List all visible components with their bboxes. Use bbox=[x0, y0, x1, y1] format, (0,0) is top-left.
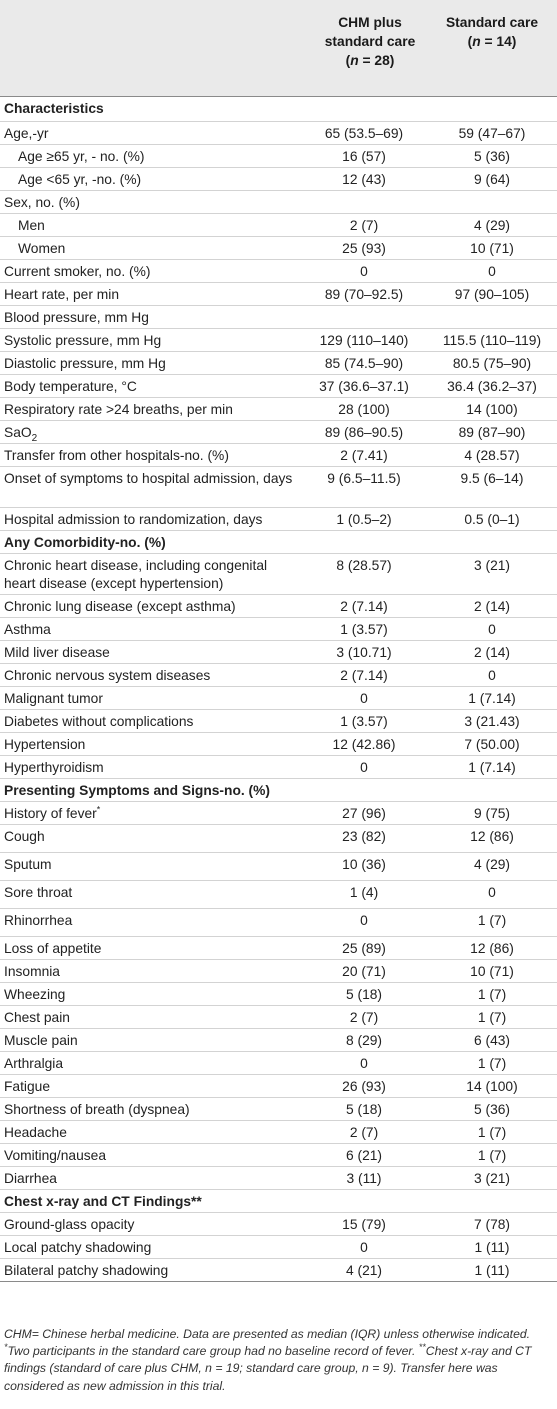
cell-chm-plus-standard: 20 (71) bbox=[342, 964, 386, 979]
cell-standard-care: 0 bbox=[488, 264, 496, 279]
row-label bbox=[18, 148, 300, 166]
table-row bbox=[0, 1006, 557, 1029]
row-label-text: Chronic lung disease (except asthma) bbox=[4, 599, 236, 614]
row-label-text: Chest pain bbox=[4, 1010, 70, 1025]
cell-chm-plus-standard: 2 (7.14) bbox=[340, 668, 388, 683]
cell-chm-plus-standard: 1 (3.57) bbox=[340, 622, 388, 637]
cell-standard-care: 1 (7) bbox=[477, 1056, 507, 1071]
cell-chm-plus-standard: 25 (93) bbox=[342, 241, 386, 256]
cell-standard-care: 1 (7) bbox=[477, 1148, 507, 1163]
table-row bbox=[0, 283, 557, 306]
cell-chm-plus-standard: 85 (74.5–90) bbox=[324, 356, 404, 371]
row-label-text: Diastolic pressure, mm Hg bbox=[4, 356, 166, 371]
footnote-part3: Chest x-ray and CT findings (standard of care plus CHM, n = 19; standard care group, n = 9). Transfer here was considered as new admission in this trial. bbox=[4, 1344, 532, 1393]
table-row bbox=[0, 1144, 557, 1167]
section-header-row bbox=[0, 97, 557, 122]
row-label bbox=[4, 1078, 300, 1096]
row-label bbox=[4, 598, 300, 616]
cell-chm-plus-standard: 8 (28.57) bbox=[336, 558, 392, 573]
cell-standard-care: 97 (90–105) bbox=[454, 287, 530, 302]
cell-chm-plus-standard: 3 (10.71) bbox=[336, 645, 392, 660]
cell-chm-plus-standard: 25 (89) bbox=[342, 941, 386, 956]
row-label-text: Age,-yr bbox=[4, 126, 49, 141]
table-row bbox=[0, 375, 557, 398]
cell-chm-plus-standard: 89 (86–90.5) bbox=[324, 425, 404, 440]
table-body bbox=[0, 97, 557, 1282]
cell-standard-care: 5 (36) bbox=[473, 1102, 511, 1117]
cell-standard-care: 0 bbox=[488, 885, 496, 900]
row-label bbox=[18, 171, 300, 189]
cell-chm-plus-standard: 9 (6.5–11.5) bbox=[327, 471, 401, 486]
cell-chm-plus-standard: 27 (96) bbox=[342, 806, 386, 821]
row-label-text: Men bbox=[18, 218, 45, 233]
row-label bbox=[4, 1009, 300, 1027]
row-label bbox=[18, 217, 300, 235]
cell-chm-plus-standard: 0 bbox=[360, 913, 368, 928]
row-label bbox=[4, 856, 300, 874]
row-label bbox=[4, 1032, 300, 1050]
cell-standard-care: 4 (29) bbox=[473, 857, 511, 872]
cell-standard-care: 14 (100) bbox=[466, 402, 518, 417]
table-row bbox=[0, 554, 557, 595]
section-header-row bbox=[0, 779, 557, 802]
row-label-text: Headache bbox=[4, 1125, 67, 1140]
table-row bbox=[0, 508, 557, 531]
col1-line1: CHM plus bbox=[338, 15, 402, 30]
row-label-text: Chronic nervous system diseases bbox=[4, 668, 211, 683]
cell-standard-care: 7 (50.00) bbox=[464, 737, 520, 752]
row-label-text: Rhinorrhea bbox=[4, 913, 73, 928]
row-label-text: Hypertension bbox=[4, 737, 86, 752]
row-label-text: Chronic heart disease, including congenital heart disease (except hypertension) bbox=[4, 558, 268, 591]
cell-standard-care: 6 (43) bbox=[473, 1033, 511, 1048]
row-label-superscript: * bbox=[96, 804, 101, 815]
table-row bbox=[0, 909, 557, 937]
row-label bbox=[4, 286, 300, 304]
footnote-part1: CHM= Chinese herbal medicine. Data are presented as median (IQR) unless otherwise indicated. bbox=[4, 1327, 531, 1341]
table-row bbox=[0, 1075, 557, 1098]
cell-chm-plus-standard: 12 (43) bbox=[342, 172, 386, 187]
cell-chm-plus-standard: 2 (7) bbox=[349, 218, 379, 233]
row-label bbox=[4, 782, 300, 800]
cell-chm-plus-standard: 4 (21) bbox=[345, 1263, 383, 1278]
cell-chm-plus-standard: 2 (7) bbox=[349, 1125, 379, 1140]
section-header-row bbox=[0, 1190, 557, 1213]
table-row bbox=[0, 467, 557, 508]
footnote-mark1: * bbox=[4, 1342, 8, 1353]
row-label bbox=[4, 263, 300, 281]
row-label bbox=[4, 621, 300, 639]
table-row bbox=[0, 937, 557, 960]
table-row bbox=[0, 1259, 557, 1282]
cell-standard-care: 80.5 (75–90) bbox=[452, 356, 532, 371]
cell-chm-plus-standard: 2 (7.41) bbox=[340, 448, 388, 463]
table-row bbox=[0, 825, 557, 853]
row-label bbox=[4, 447, 300, 465]
col1-n-pre: ( bbox=[345, 53, 351, 68]
table-header bbox=[0, 0, 557, 97]
row-label bbox=[4, 713, 300, 731]
cell-standard-care: 0 bbox=[488, 668, 496, 683]
row-label-text: Malignant tumor bbox=[4, 691, 103, 706]
table-row bbox=[0, 444, 557, 467]
table-row bbox=[0, 1098, 557, 1121]
cell-chm-plus-standard: 0 bbox=[360, 760, 368, 775]
cell-chm-plus-standard: 2 (7) bbox=[349, 1010, 379, 1025]
cell-standard-care: 1 (11) bbox=[474, 1263, 510, 1278]
col1-n-var: n bbox=[350, 53, 359, 68]
row-label bbox=[4, 378, 300, 396]
row-label bbox=[4, 1055, 300, 1073]
table-row bbox=[0, 214, 557, 237]
row-label-text: Respiratory rate >24 breaths, per min bbox=[4, 402, 233, 417]
cell-chm-plus-standard: 5 (18) bbox=[345, 987, 383, 1002]
cell-standard-care: 36.4 (36.2–37) bbox=[447, 379, 537, 394]
cell-standard-care: 7 (78) bbox=[473, 1217, 511, 1232]
table-row bbox=[0, 329, 557, 352]
row-label bbox=[4, 125, 300, 143]
row-label-text: Current smoker, no. (%) bbox=[4, 264, 151, 279]
col2-n-var: n bbox=[472, 34, 481, 49]
row-label-text: Blood pressure, mm Hg bbox=[4, 310, 149, 325]
row-label-text: Sputum bbox=[4, 857, 52, 872]
cell-standard-care: 2 (14) bbox=[473, 645, 511, 660]
row-label bbox=[4, 1239, 300, 1257]
cell-chm-plus-standard: 1 (0.5–2) bbox=[336, 512, 392, 527]
row-label-text: Heart rate, per min bbox=[4, 287, 120, 302]
cell-chm-plus-standard: 0 bbox=[360, 264, 368, 279]
table-row bbox=[0, 260, 557, 283]
table-row bbox=[0, 618, 557, 641]
cell-standard-care: 14 (100) bbox=[466, 1079, 518, 1094]
row-label-text: Loss of appetite bbox=[4, 941, 102, 956]
footnote-mark2: ** bbox=[418, 1342, 426, 1353]
table-row bbox=[0, 641, 557, 664]
table-row bbox=[0, 802, 557, 825]
row-label-text: Onset of symptoms to hospital admission, days bbox=[4, 471, 293, 486]
row-label-text: Diarrhea bbox=[4, 1171, 57, 1186]
cell-chm-plus-standard: 26 (93) bbox=[342, 1079, 386, 1094]
row-label-subscript: 2 bbox=[31, 432, 38, 444]
cell-standard-care: 1 (7) bbox=[477, 913, 507, 928]
cell-chm-plus-standard: 37 (36.6–37.1) bbox=[319, 379, 409, 394]
cell-standard-care: 115.5 (110–119) bbox=[442, 333, 542, 348]
table-row bbox=[0, 421, 557, 444]
cell-chm-plus-standard: 0 bbox=[360, 1056, 368, 1071]
table-row bbox=[0, 595, 557, 618]
row-label bbox=[4, 470, 300, 488]
cell-standard-care: 4 (28.57) bbox=[464, 448, 520, 463]
table-row bbox=[0, 1052, 557, 1075]
row-label-text: Age ≥65 yr, - no. (%) bbox=[18, 149, 145, 164]
table-row bbox=[0, 1213, 557, 1236]
cell-standard-care: 1 (7) bbox=[477, 987, 507, 1002]
cell-chm-plus-standard: 6 (21) bbox=[345, 1148, 383, 1163]
row-label-text: Presenting Symptoms and Signs-no. (%) bbox=[4, 783, 271, 798]
row-label bbox=[4, 100, 300, 118]
row-label bbox=[4, 401, 300, 419]
cell-standard-care: 9 (75) bbox=[473, 806, 511, 821]
row-label-text: Arthralgia bbox=[4, 1056, 64, 1071]
table-row bbox=[0, 122, 557, 145]
cell-chm-plus-standard: 2 (7.14) bbox=[340, 599, 388, 614]
row-label-text: Wheezing bbox=[4, 987, 66, 1002]
table-row bbox=[0, 168, 557, 191]
table-row bbox=[0, 1236, 557, 1259]
row-label bbox=[4, 667, 300, 685]
section-header-row bbox=[0, 531, 557, 554]
cell-standard-care: 0 bbox=[488, 622, 496, 637]
column-header-standard bbox=[432, 13, 552, 51]
table-row bbox=[0, 398, 557, 421]
row-label-text: Women bbox=[18, 241, 66, 256]
row-label bbox=[4, 332, 300, 350]
cell-chm-plus-standard: 8 (29) bbox=[345, 1033, 383, 1048]
row-label-text: SaO bbox=[4, 425, 32, 440]
table-row bbox=[0, 191, 557, 214]
cell-chm-plus-standard: 5 (18) bbox=[345, 1102, 383, 1117]
row-label-text: Systolic pressure, mm Hg bbox=[4, 333, 162, 348]
row-label bbox=[4, 1101, 300, 1119]
row-label bbox=[4, 828, 300, 846]
row-label bbox=[4, 644, 300, 662]
table-row bbox=[0, 664, 557, 687]
row-label bbox=[4, 424, 300, 442]
cell-standard-care: 12 (86) bbox=[470, 829, 514, 844]
row-label bbox=[4, 1147, 300, 1165]
cell-standard-care: 89 (87–90) bbox=[458, 425, 526, 440]
table-footnote bbox=[4, 1326, 554, 1395]
row-label-text: Sore throat bbox=[4, 885, 73, 900]
column-header-chm bbox=[310, 13, 430, 70]
row-label bbox=[4, 1124, 300, 1142]
cell-standard-care: 1 (7) bbox=[477, 1125, 507, 1140]
row-label-text: Hospital admission to randomization, days bbox=[4, 512, 263, 527]
table-row bbox=[0, 960, 557, 983]
row-label bbox=[4, 557, 300, 593]
row-label bbox=[4, 884, 300, 902]
cell-standard-care: 9.5 (6–14) bbox=[460, 471, 524, 486]
cell-chm-plus-standard: 0 bbox=[360, 1240, 368, 1255]
cell-standard-care: 1 (11) bbox=[474, 1240, 510, 1255]
cell-standard-care: 5 (36) bbox=[473, 149, 511, 164]
table-row bbox=[0, 733, 557, 756]
row-label bbox=[4, 690, 300, 708]
table-row bbox=[0, 756, 557, 779]
table-row bbox=[0, 710, 557, 733]
cell-standard-care: 10 (71) bbox=[470, 964, 514, 979]
row-label bbox=[4, 534, 300, 552]
col1-n-post: = 28) bbox=[358, 53, 395, 68]
table-row bbox=[0, 687, 557, 710]
row-label-text: Age <65 yr, -no. (%) bbox=[18, 172, 142, 187]
row-label bbox=[4, 1170, 300, 1188]
cell-standard-care: 9 (64) bbox=[473, 172, 511, 187]
row-label-text: Characteristics bbox=[4, 101, 104, 116]
cell-chm-plus-standard: 23 (82) bbox=[342, 829, 386, 844]
cell-standard-care: 0.5 (0–1) bbox=[464, 512, 520, 527]
row-label-text: History of fever bbox=[4, 806, 97, 821]
row-label bbox=[4, 940, 300, 958]
table-row bbox=[0, 306, 557, 329]
cell-standard-care: 59 (47–67) bbox=[458, 126, 526, 141]
cell-chm-plus-standard: 1 (3.57) bbox=[340, 714, 388, 729]
cell-chm-plus-standard: 65 (53.5–69) bbox=[324, 126, 404, 141]
row-label bbox=[4, 759, 300, 777]
row-label-text: Sex, no. (%) bbox=[4, 195, 80, 210]
row-label-text: Chest x-ray and CT Findings** bbox=[4, 1194, 202, 1209]
row-label bbox=[4, 805, 300, 823]
cell-standard-care: 1 (7.14) bbox=[468, 760, 516, 775]
row-label-text: Muscle pain bbox=[4, 1033, 78, 1048]
cell-standard-care: 10 (71) bbox=[470, 241, 514, 256]
row-label bbox=[4, 963, 300, 981]
row-label bbox=[4, 511, 300, 529]
table-row bbox=[0, 237, 557, 260]
row-label-text: Any Comorbidity-no. (%) bbox=[4, 535, 166, 550]
row-label bbox=[4, 1216, 300, 1234]
row-label bbox=[4, 1193, 300, 1211]
row-label bbox=[4, 736, 300, 754]
row-label-text: Body temperature, °C bbox=[4, 379, 137, 394]
table-row bbox=[0, 352, 557, 375]
row-label-text: Mild liver disease bbox=[4, 645, 110, 660]
row-label-text: Hyperthyroidism bbox=[4, 760, 104, 775]
row-label-text: Insomnia bbox=[4, 964, 60, 979]
row-label-text: Asthma bbox=[4, 622, 51, 637]
row-label-text: Local patchy shadowing bbox=[4, 1240, 152, 1255]
row-label bbox=[4, 355, 300, 373]
cell-standard-care: 4 (29) bbox=[473, 218, 511, 233]
cell-chm-plus-standard: 89 (70–92.5) bbox=[324, 287, 404, 302]
table-row bbox=[0, 1121, 557, 1144]
cell-standard-care: 1 (7) bbox=[477, 1010, 507, 1025]
row-label bbox=[4, 309, 300, 327]
cell-standard-care: 2 (14) bbox=[473, 599, 511, 614]
table-row bbox=[0, 881, 557, 909]
table-row bbox=[0, 1029, 557, 1052]
cell-chm-plus-standard: 15 (79) bbox=[342, 1217, 386, 1232]
row-label bbox=[4, 912, 300, 930]
col1-line2: standard care bbox=[324, 34, 416, 49]
cell-chm-plus-standard: 10 (36) bbox=[342, 857, 386, 872]
table-row bbox=[0, 1167, 557, 1190]
cell-chm-plus-standard: 129 (110–140) bbox=[319, 333, 409, 348]
cell-standard-care: 3 (21.43) bbox=[464, 714, 520, 729]
col2-line1: Standard care bbox=[445, 15, 539, 30]
footnote-part2: Two participants in the standard care group had no baseline record of fever. bbox=[7, 1344, 419, 1359]
row-label bbox=[4, 986, 300, 1004]
row-label-text: Fatigue bbox=[4, 1079, 51, 1094]
row-label-text: Diabetes without complications bbox=[4, 714, 194, 729]
cell-chm-plus-standard: 3 (11) bbox=[346, 1171, 382, 1186]
cell-standard-care: 3 (21) bbox=[473, 1171, 511, 1186]
cell-chm-plus-standard: 0 bbox=[360, 691, 368, 706]
row-label-text: Ground-glass opacity bbox=[4, 1217, 135, 1232]
col2-n-post: = 14) bbox=[480, 34, 517, 49]
row-label bbox=[18, 240, 300, 258]
table-row bbox=[0, 983, 557, 1006]
table-row bbox=[0, 853, 557, 881]
cell-chm-plus-standard: 16 (57) bbox=[342, 149, 386, 164]
cell-chm-plus-standard: 1 (4) bbox=[349, 885, 379, 900]
row-label bbox=[4, 194, 300, 212]
row-label bbox=[4, 1262, 300, 1280]
cell-standard-care: 3 (21) bbox=[473, 558, 511, 573]
row-label-text: Vomiting/nausea bbox=[4, 1148, 107, 1163]
cell-standard-care: 1 (7.14) bbox=[468, 691, 516, 706]
row-label-text: Bilateral patchy shadowing bbox=[4, 1263, 169, 1278]
cell-chm-plus-standard: 28 (100) bbox=[338, 402, 390, 417]
col2-n-pre: ( bbox=[467, 34, 473, 49]
cell-standard-care: 12 (86) bbox=[470, 941, 514, 956]
row-label-text: Cough bbox=[4, 829, 45, 844]
row-label-text: Transfer from other hospitals-no. (%) bbox=[4, 448, 229, 463]
cell-chm-plus-standard: 12 (42.86) bbox=[332, 737, 396, 752]
table-row bbox=[0, 145, 557, 168]
row-label-text: Shortness of breath (dyspnea) bbox=[4, 1102, 190, 1117]
